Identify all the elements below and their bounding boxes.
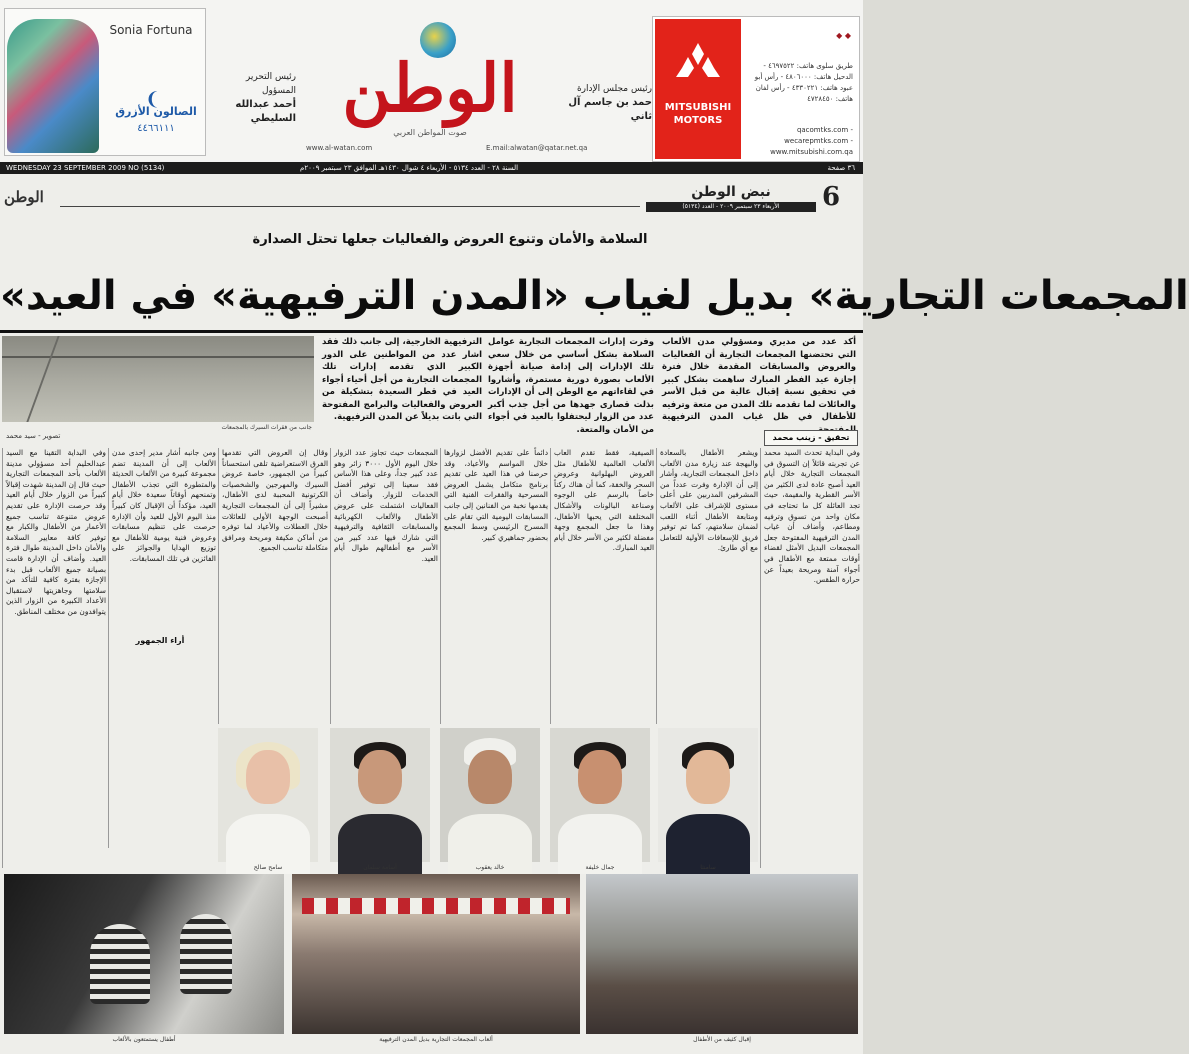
bottom-photo-caption: إقبال كثيف من الأطفال (693, 1036, 751, 1043)
section-header (0, 176, 863, 220)
lead-paragraph-right: أكد عدد من مديري ومسؤولي مدن الألعاب التي تحتضنها المجمعات التجارية أن الفعاليات والعروض والمسابقات المقدمة خلال فترة إجازة عيد الفطر المبارك ساهمت بشكل كبير في تحقيق نسبة إقبال عالية من قبل الأسر والعائلات لما تقدمه تلك المدن من متعة وترفيه للأطفال في ظل غياب المدن الترفيهية (662, 337, 856, 422)
website-url[interactable]: www.al-watan.com (306, 144, 373, 152)
portrait-photo[interactable] (550, 728, 650, 862)
bottom-photo-caption: ألعاب المجمعات التجارية بديل المدن الترفيهية (379, 1036, 493, 1043)
top-photo-caption: جانب من فقرات السيرك بالمجمعات (221, 424, 312, 431)
chairman-title: رئيس مجلس الإدارة (576, 84, 652, 94)
kids-ride-photo[interactable] (4, 874, 284, 1034)
editor-title: رئيس التحرير المسؤول (245, 72, 296, 96)
section-name: نبض الوطن (691, 184, 771, 200)
portrait-caption: جمال خليفة (585, 864, 615, 871)
portrait-face (358, 750, 402, 804)
child-figure (180, 914, 232, 994)
lead-paragraph-middle: وفرت إدارات المجمعات التجارية عوامل السلامة بشكل أساسي من خلال سعي تلك الإدارات إلى إدامة صيانة أجهزة الألعاب بصورة دورية مستمرة، وأشاروا في لقاءاتهم مع الوطن إلى أن الإدارات بذلت قصارى جهدها من أجل جذب أكبر عدد من الزوار ليحتفلوا بالعيد في أجواء من الأمان والمتعة. (488, 337, 654, 435)
portrait-face (246, 750, 290, 804)
portrait-photo[interactable] (218, 728, 318, 862)
mitsubishi-panel (655, 19, 741, 159)
fashion-ad[interactable] (4, 8, 206, 156)
article-column: ومن جانبه أشار مدير إحدى مدن الألعاب إلى أن المدينة تضم مجموعة كبيرة من الألعاب الحديثة والمتطورة التي تجذب الأطفال وتمنحهم أوقاتاً سعيدة خلال أيام العيد، مؤكداً أن الإقبال كان كبيراً منذ اليوم الأول للعيد وأن الإدارة حرصت على تنظيم مسابقات وعروض فنية يومية للأطفال مع توزيع الهدايا والجوائز على الفائزين في تلك المسابقات. (108, 448, 216, 848)
car-brand-label: MITSUBISHI MOTORS (664, 102, 732, 126)
section-date: الأربعاء ٢٣ سبتمبر ٢٠٠٩ - العدد (٥١٣٤) (646, 202, 816, 212)
mitsubishi-logo-icon (675, 41, 721, 87)
section-watermark: الوطن (4, 188, 44, 206)
portrait-photo[interactable] (330, 728, 430, 862)
portrait-photo[interactable] (658, 728, 758, 862)
ad-brand-name: Sonia Fortuna (109, 23, 193, 37)
article-kicker: السلامة والأمان وتنوع العروض والفعاليات جعلها تحتل الصدارة (252, 232, 648, 247)
page-count: ٣٦ صفحة (827, 164, 855, 172)
article-column: ويشعر الأطفال بالسعادة والبهجة عند زيارة مدن الألعاب داخل المجمعات التجارية، وأشار إلى أن الإدارة وفرت عدداً من المشرفين المدربين على أعلى مستوى للإشراف على الألعاب ومتابعة الأطفال أثناء اللعب لضمان سلامتهم، كما تم توفير فريق للإسعافات الأولية للتعامل مع أي طارئ. (656, 448, 758, 724)
mitsubishi-ad[interactable] (652, 16, 860, 162)
masthead (0, 0, 863, 164)
byline: تحقيق - زينب محمد (764, 430, 858, 446)
salon-phone: ٤٤٦٦١١١ (137, 123, 175, 134)
editor-name: أحمد عبدالله السليطي (235, 99, 296, 124)
child-figure (90, 924, 150, 1004)
dealer-urls[interactable]: qacomtks.com - wecarepmtks.com - www.mitsubishi.com.qa (770, 126, 853, 156)
section-rule (60, 206, 640, 207)
fashion-model-image (7, 19, 99, 153)
photo-rail (26, 336, 59, 422)
chairman-credit (566, 82, 652, 124)
headline-divider (0, 330, 863, 333)
lead-paragraph-left: الترفيهية الخارجية، إلى جانب ذلك فقد اشار عدد من المواطنين على الدور الكبير الذي تقدمه إدارات تلك المجمعات التجارية من أجل أحياء أجواء العيد في قطر السعيدة بتشكيلة من العروض والفعاليات والبرامج المفتوحة التي باتت بديلاً عن المدن الترفيهية. (322, 337, 482, 422)
article-column: دائماً على تقديم الأفضل لزوارها خلال المواسم والأعياد، وقد حرصنا في هذا العيد على تقديم برنامج متكامل يشمل العروض المسرحية والفقرات الفنية التي يقدمها نخبة من الفنانين إلى جانب المسابقات اليومية التي تقام على المسرح الرئيسي وسط المجمع بحضور جماهيري كبير. (440, 448, 548, 724)
newspaper-logo[interactable] (296, 22, 564, 137)
carnival-awning (302, 898, 570, 914)
subhead-public-opinion: أراء الجمهور (135, 636, 185, 645)
page-number: 6 (822, 182, 841, 212)
salon-name: الصالون الأزرق (115, 105, 197, 118)
logo-tagline: صوت المواطن العربي (393, 128, 467, 137)
chairman-name: حمد بن جاسم آل ثاني (568, 97, 652, 122)
article-column: وفي البداية التقينا مع السيد عبدالحليم أحد مسؤولي مدينة الألعاب بأحد المجمعات التجارية حيث قال إن المدينة شهدت إقبالاً كبيراً من الزوار خلال أيام العيد وقد حرصت الإدارة على تقديم عروض متنوعة تناسب جميع الأعمار من الأطفال والكبار مع توفير كافة معايير السلامة والأمان داخل المدينة طوال فترة العيد. وأضاف أن الإدارة قامت بصيانة جميع الألعاب قبل بدء الإجازة بفترة كافية للتأكد من سلامتها وجاهزيتها لاستقبال الأعداد الكبيرة من الزوار الذين يتوافدون من مختلف المناطق. (2, 448, 106, 868)
dateline-bar (0, 162, 863, 174)
article-column: المجمعات حيث تجاوز عدد الزوار خلال اليوم الأول ٣٠٠٠ زائر وهو عدد كبير جداً، وعلى هذا الأساس فقد سعينا إلى توفير أفضل الخدمات للزوار. وأضاف أن الفعاليات اشتملت على عروض الأطفال والألعاب الكهربائية والمسابقات الثقافية والترفيهية التي شارك فيها عدد كبير من الأسر مع أطفالهم طوال أيام العيد. (330, 448, 438, 724)
carnival-photo[interactable] (292, 874, 580, 1034)
portrait-caption: أسامة سلمان (363, 864, 397, 871)
logo-wordmark: الوطن (342, 49, 518, 127)
article-column: وفي البداية تحدث السيد محمد عن تجربته قائلاً إن التسوق في المجمعات التجارية خلال أيام العيد أصبح عادة لدى الكثير من الأسر القطرية والمقيمة، حيث تجد العائلة كل ما تحتاجه في مكان واحد من تسوق وترفيه ومطاعم، وأضاف أن غياب المدن الترفيهية المفتوحة جعل المجمعات البديل الأمثل لقضاء أوقات ممتعة مع الأطفال في أجواء آمنة ومريحة بعيداً عن حرارة الطقس. (760, 448, 860, 868)
article-column: وقال إن العروض التي تقدمها الفرق الاستعراضية تلقى استحساناً كبيراً من الجمهور، خاصة عروض السيرك والمهرجين والشخصيات الكرتونية المحببة لدى الأطفال، مشيراً إلى أن المجمعات التجارية أصبحت الوجهة الأولى للعائلات خلال العطلات والأعياد لما توفره من أماكن مكيفة ومريحة ومرافق متكاملة تناسب الجميع. (218, 448, 328, 724)
article-headline[interactable]: «المجمعات التجارية» بديل لغياب «المدن الترفيهية» في العيد (0, 273, 1189, 319)
crowd-photo[interactable] (586, 874, 858, 1034)
bottom-photo-caption: أطفال يستمتعون بالألعاب (112, 1036, 176, 1043)
portrait-caption: سامنثا (700, 864, 716, 871)
article-column: الصيفية، فقط تقدم العاب الألعاب العالمية للأطفال مثل العروض البهلوانية وعروض السحر والخفة، كما أن هناك ركناً خاصاً بالرسم على الوجوه وصناعة البالونات والأشكال المختلفة التي يحبها الأطفال، وهذا ما جعل المجمع وجهة مفضلة لكثير من الأسر خلال أيام العيد المبارك. (550, 448, 654, 724)
photo-credit: تصوير - سيد محمد (6, 432, 61, 440)
portrait-caption: خالد يعقوب (475, 864, 505, 871)
portrait-photo[interactable] (440, 728, 540, 862)
portrait-face (686, 750, 730, 804)
editor-credit (212, 70, 296, 126)
dealer-logo: ◆ ◆ (836, 31, 851, 40)
dealer-contact: طريق سلوى هاتف: ٤٦٩٧٥٢٢ - الدحيل هاتف: ٤٨٠٦٠٠٠ - رأس أبو عبود هاتف: ٤٣٣٠٢٢١ - رأس لفان هاتف: ٤٧٢٨٤٥٠ (754, 62, 853, 103)
circus-photo[interactable] (2, 336, 314, 422)
email-address[interactable]: E.mail:alwatan@qatar.net.qa (486, 144, 588, 152)
arabic-date: السنة ٢٨ - العدد ٥١٣٤ - الأربعاء ٤ شوال ١٤٣٠هـ الموافق ٢٣ سبتمبر ٢٠٠٩م (300, 164, 519, 172)
english-date: WEDNESDAY 23 SEPTEMBER 2009 NO (5134) (6, 164, 165, 172)
salon-logo-icon: ❨ (145, 89, 161, 110)
portrait-caption: سامح صالح (253, 864, 283, 871)
portrait-face (468, 750, 512, 804)
portrait-face (578, 750, 622, 804)
